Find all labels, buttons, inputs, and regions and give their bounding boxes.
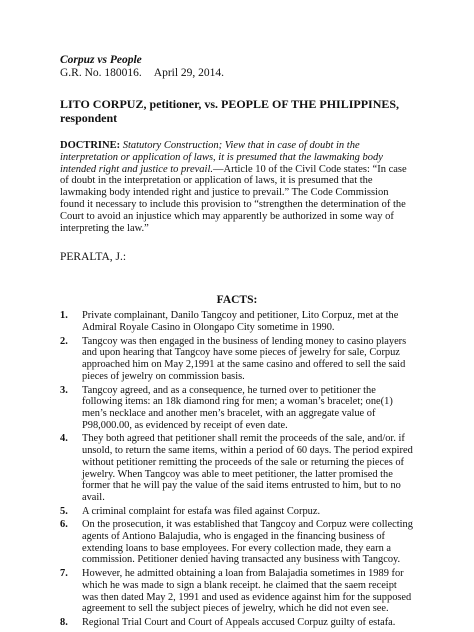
doctrine-paragraph [60,140,414,234]
list-item [60,617,414,629]
case-title: Corpuz vs People [60,54,142,66]
list-item [60,519,414,566]
gr-number: G.R. No. 180016. [60,67,142,79]
item-text: Regional Trial Court and Court of Appeals accused Corpuz guilty of estafa. [82,616,396,628]
item-number: 7. [60,568,68,580]
item-text: However, he admitted obtaining a loan from Balajadia sometimes in 1989 for which he was made to sign a blank receipt. he claimed that the saem receipt was then dated May 2, 1991 and used as evidence against him for the supposed agreement to sell the subject pieces of jewelry, which he did not even see. [82,568,412,615]
list-item [60,433,414,503]
item-number: 2. [60,335,68,347]
list-item [60,336,414,383]
item-number: 8. [60,616,68,628]
item-number: 6. [60,519,68,531]
decision-date: April 29, 2014. [153,67,225,79]
doctrine-body: —Article 10 of the Civil Code states: “In case of doubt in the interpretation or application of laws, it is presumed that the lawmaking body intended right and justice to prevail.” The Code Commission found it necessary to include this provision to “strengthen the determination of the Court to avoid an injustice which may apparently be authorized in some way of interpreting the law.” [60,163,407,234]
item-text: On the prosecution, it was established that Tangcoy and Corpuz were collecting agents of Antiono Balajudia, who is engaged in the financing business of extending loans to base employees. For every collection made, they earn a commission. Petitioner denied having transacted any business with Tangcoy. [82,519,413,566]
item-text: Tangcoy agreed, and as a consequence, he turned over to petitioner the following items: an 18k diamond ring for men; a woman’s bracelet; one(1) men’s necklace and another men’s bracelet, with an aggregate value of P98,000.00, as evidenced by receipt of even date. [82,384,393,431]
doctrine-heading: Statutory Construction; View that in case of doubt in the interpretation or application of laws, it is presumed that the lawmaking body intended right and justice to prevail. [60,140,383,175]
list-item [60,310,414,333]
list-item [60,568,414,615]
case-parties: LITO CORPUZ, petitioner, vs. PEOPLE OF THE PHILIPPINES, respondent [60,97,400,125]
item-number: 1. [60,310,68,322]
list-item [60,385,414,432]
item-text: Private complainant, Danilo Tangcoy and petitioner, Lito Corpuz, met at the Admiral Royale Casino in Olongapo City sometime in 1990. [82,310,399,334]
list-item [60,506,414,518]
case-reference [60,67,414,80]
facts-heading: FACTS: [216,294,258,307]
item-number: 3. [60,384,68,396]
item-text: A criminal complaint for estafa was filed against Corpuz. [82,505,321,517]
facts-list [60,310,414,628]
item-number: 5. [60,505,68,517]
doctrine-label: DOCTRINE: [60,140,121,151]
item-number: 4. [60,433,68,445]
ponente: PERALTA, J.: [60,251,127,264]
item-text: Tangcoy was then engaged in the business of lending money to casino players and upon hearing that Tangcoy have some pieces of jewelry for sale, Corpuz approached him on May 2,1991 at the same casino and offered to sell the said pieces of jewelry on commission basis. [82,335,407,382]
item-text: They both agreed that petitioner shall remit the proceeds of the sale, and/or. if unsold, to return the same items, within a period of 60 days. The period expired without petitioner remitting the proceeds of the sale or returning the pieces of jewelry. When Tangcoy was able to meet petitioner, the latter promised the former that he will pay the value of the said items entrusted to him, but to no avail. [82,433,413,503]
